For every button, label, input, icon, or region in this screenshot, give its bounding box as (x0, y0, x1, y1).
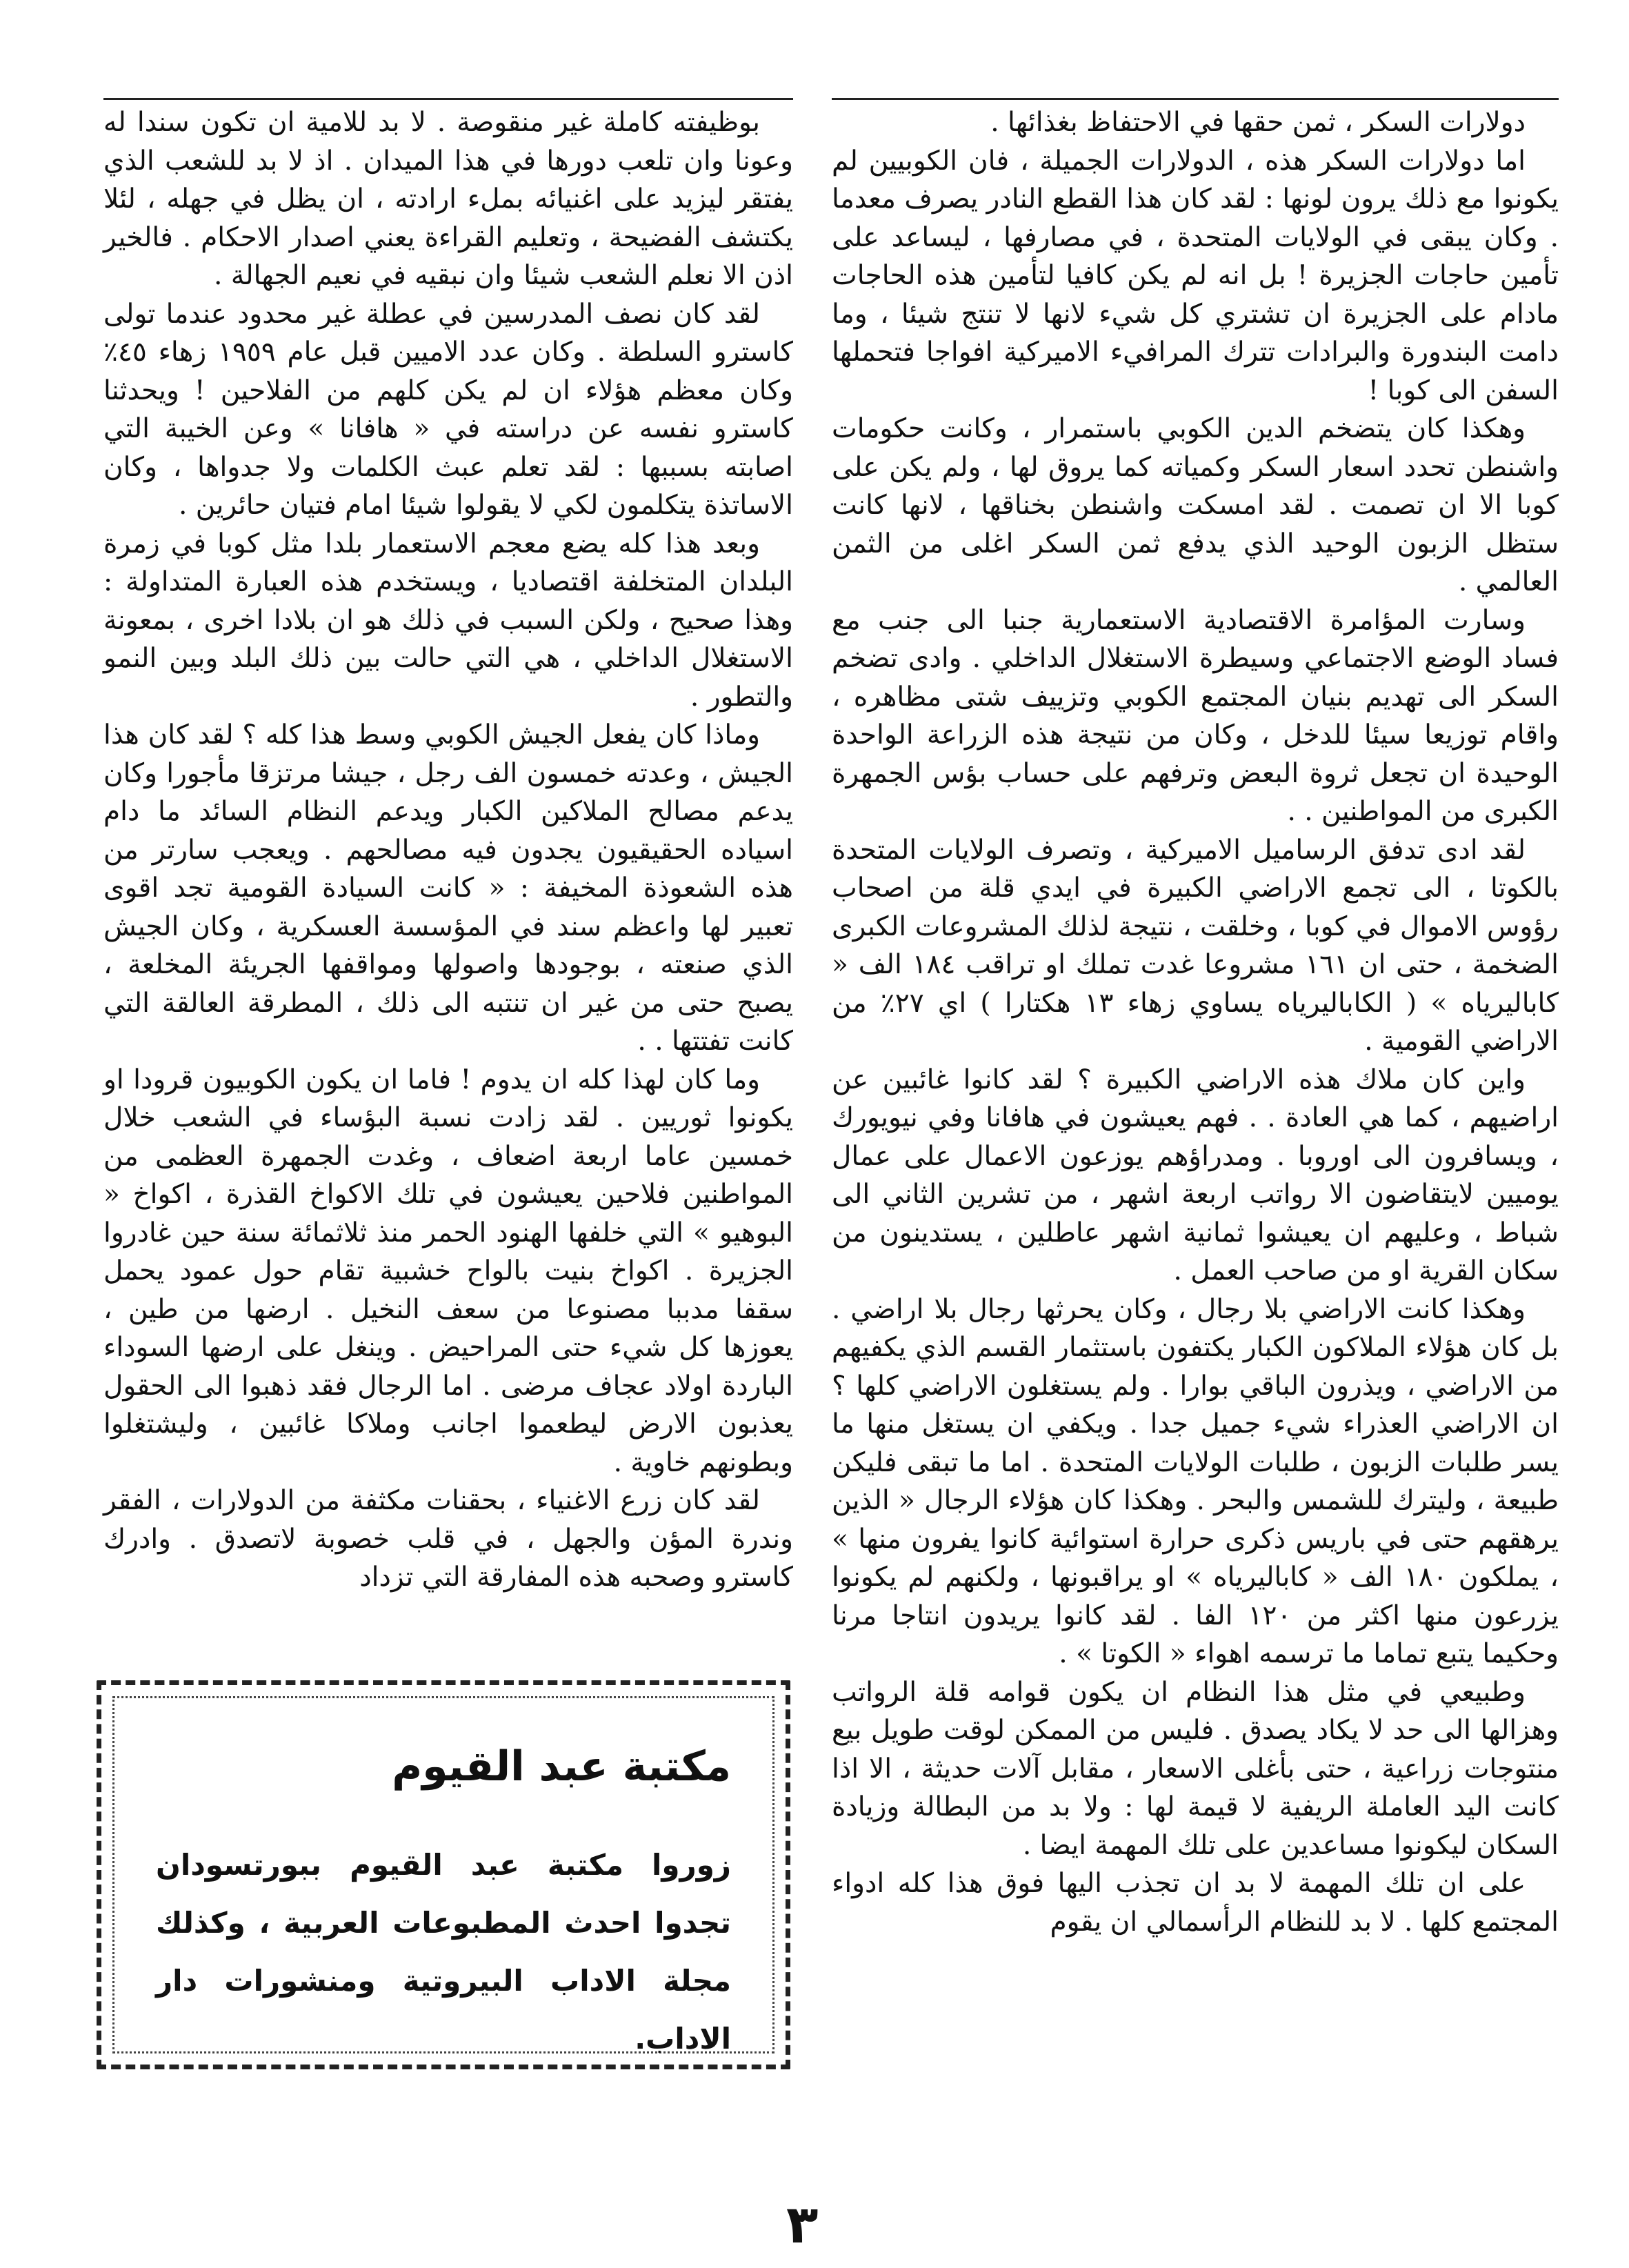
advertisement-title: مكتبة عبد القيوم (392, 1742, 731, 1791)
paragraph: لقد كان نصف المدرسين في عطلة غير محدود عندما تولى كاسترو السلطة . وكان عدد الاميين قبل عام ١٩٥٩ زهاء ٤٥٪ وكان معظم هؤلاء ان لم يكن كلهم من الفلاحين ! ويحدثنا كاسترو نفسه عن دراسته في « هافانا » وعن الخيبة التي اصابته بسببها : لقد تعلم عبث الكلمات ولا جدواها ، وكان الاساتذة يتكلمون لكي لا يقولوا شيئا امام فتيان حائرين . (103, 298, 793, 521)
left-text-column (103, 103, 793, 1597)
bookstore-advertisement (97, 1680, 790, 2069)
paragraph: دولارات السكر ، ثمن حقها في الاحتفاظ بغذائها . (990, 107, 1526, 138)
advertisement-body: زوروا مكتبة عبد القيوم ببورتسودان تجدوا احدث المطبوعات العربية ، وكذلك مجلة الاداب البيروتية ومنشورات دار الاداب. (156, 1848, 731, 2056)
paragraph: لقد ادى تدفق الرساميل الاميركية ، وتصرف الولايات المتحدة بالكوتا ، الى تجمع الاراضي الكبيرة في ايدي قلة من اصحاب رؤوس الاموال في كوبا ، وخلقت ، نتيجة لذلك المشروعات الكبرى الضخمة ، حتى ان ١٦١ مشروعا غدت تملك او تراقب ١٨٤ الف « كاباليرياه » ( الكاباليرياه يساوي زهاء ١٣ هكتارا ) اي ٢٧٪ من الاراضي القومية . (832, 834, 1559, 1057)
paragraph: وسارت المؤامرة الاقتصادية الاستعمارية جنبا الى جنب مع فساد الوضع الاجتماعي وسيطرة الاستغلال الداخلي . وادى تضخم السكر الى تهديم بنيان المجتمع الكوبي وتزييف شتى مظاهره ، واقام توزيعا سيئا للدخل ، وكان من نتيجة هذه الزراعة الواحدة الوحيدة ان تجعل ثروة البعض وترفهم على حساب بؤس الجمهرة الكبرى من المواطنين . . (832, 604, 1559, 827)
paragraph: وهكذا كانت الاراضي بلا رجال ، وكان يحرثها رجال بلا اراضي . بل كان هؤلاء الملاكون الكبار يكتفون باستثمار القسم الذي يكفيهم من الاراضي ، ويذرون الباقي بوارا . ولم يستغلون الاراضي كلها ؟ ان الاراضي العذراء شيء جميل جدا . ويكفي ان يستغل منها ما يسر طلبات الزبون ، طلبات الولايات المتحدة . اما ما تبقى فليكن طبيعة ، وليترك للشمس والبحر . وهكذا كان هؤلاء الرجال « الذين يرهقهم حتى في باريس ذكرى حرارة استوائية كانوا يفرون منها » ، يملكون ١٨٠ الف « كاباليرياه » او يراقبونها ، ولكنهم لم يكونوا يزرعون منها اكثر من ١٢٠ الفا . لقد كانوا يريدون انتاجا مرنا وحكيما يتبع تماما ما ترسمه اهواء « الكوتا » . (832, 1293, 1559, 1669)
paragraph: وما كان لهذا كله ان يدوم ! فاما ان يكون الكوبيون قرودا او يكونوا ثوريين . لقد زادت نسبة البؤساء في الشعب خلال خمسين عاما اربعة اضعاف ، وغدت الجمهرة العظمى من المواطنين فلاحين يعيشون في تلك الاكواخ القذرة ، اكواخ « البوهيو » التي خلفها الهنود الحمر منذ ثلاثمائة سنة حين غادروا الجزيرة . اكواخ بنيت بالواح خشبية تقام حول عمود يحمل سقفا مدببا مصنوعا من سعف النخيل . ارضها من طين ، يعوزها كل شيء حتى المراحيض . وينغل على ارضها السوداء الباردة اولاد عجاف مرضى . اما الرجال فقد ذهبوا الى الحقول يعذبون الارض ليطعموا اجانب وملاكا غائبين ، وليشتغلوا وبطونهم خاوية . (103, 1064, 793, 1478)
advertisement-inner-frame (112, 1696, 774, 2056)
paragraph: وطبيعي في مثل هذا النظام ان يكون قوامه قلة الرواتب وهزالها الى حد لا يكاد يصدق . فليس من الممكن لوقت طويل بيع منتوجات زراعية ، حتى بأغلى الاسعار ، مقابل آلات حديثة ، الا اذا كانت اليد العاملة الريفية لا قيمة لها : ولا بد من البطالة وزيادة السكان ليكونوا مساعدين على تلك المهمة ايضا . (832, 1676, 1559, 1861)
paragraph: وبعد هذا كله يضع معجم الاستعمار بلدا مثل كوبا في زمرة البلدان المتخلفة اقتصاديا ، ويستخدم هذه العبارة المتداولة : وهذا صحيح ، ولكن السبب في ذلك هو ان بلادا اخرى ، بمعونة الاستغلال الداخلي ، هي التي حالت بين ذلك البلد وبين النمو والتطور . (103, 528, 793, 713)
paragraph: واين كان ملاك هذه الاراضي الكبيرة ؟ لقد كانوا غائبين عن اراضيهم ، كما هي العادة . . فهم يعيشون في هافانا وفي نيويورك ، ويسافرون الى اوروبا . ومدراؤهم يوزعون الاعمال على عمال يوميين لايتقاضون الا رواتب اربعة اشهر ، من تشرين الثاني الى شباط ، وعليهم ان يعيشوا ثمانية اشهر عاطلين ، يستدينون من سكان القرية او من صاحب العمل . (832, 1064, 1559, 1286)
right-column-top-rule (832, 98, 1559, 100)
paragraph: على ان تلك المهمة لا بد ان تجذب اليها فوق هذا كله ادواء المجتمع كلها . لا بد للنظام الرأسمالي ان يقوم (832, 1868, 1559, 1938)
page-number: ٣ (786, 2194, 819, 2255)
right-text-column (832, 103, 1559, 1941)
paragraph: وهكذا كان يتضخم الدين الكوبي باستمرار ، وكانت حكومات واشنطن تحدد اسعار السكر وكمياته كما يروق لها ، ولم يكن على كوبا الا ان تصمت . لقد امسكت واشنطن بخناقها ، لانها كانت ستظل الزبون الوحيد الذي يدفع ثمن السكر اغلى من الثمن العالمي . (832, 413, 1559, 597)
paragraph: وماذا كان يفعل الجيش الكوبي وسط هذا كله ؟ لقد كان هذا الجيش ، وعدته خمسون الف رجل ، جيشا مرتزقا مأجورا وكان يدعم مصالح الملاكين الكبار ويدعم النظام السائد ما دام اسياده الحقيقيون يجدون فيه مصالحهم . ويعجب سارتر من هذه الشعوذة المخيفة : « كانت السيادة القومية تجد اقوى تعبير لها واعظم سند في المؤسسة العسكرية ، وكان الجيش الذي صنعته ، بوجودها واصولها ومواقفها الجريئة المخلعة ، يصبح حتى من غير ان تنتبه الى ذلك ، المطرقة العالقة التي كانت تفتتها . . (103, 719, 793, 1057)
paragraph: لقد كان زرع الاغنياء ، بحقنات مكثفة من الدولارات ، الفقر وندرة المؤن والجهل ، في قلب خصوبة لاتصدق . وادرك كاسترو وصحبه هذه المفارقة التي تزداد (103, 1485, 793, 1593)
left-column-top-rule (103, 98, 793, 100)
paragraph: اما دولارات السكر هذه ، الدولارات الجميلة ، فان الكوبيين لم يكونوا مع ذلك يرون لونها : لقد كان هذا القطع النادر يصرف معدما . وكان يبقى في الولايات المتحدة ، في مصارفها ، ليساعد على تأمين حاجات الجزيرة ! بل انه لم يكن كافيا لتأمين هذه الحاجات مادام على الجزيرة ان تشتري كل شيء لانها لا تنتج شيئا ، وما دامت البندورة والبرادات تترك المرافيء الاميركية افواجا فتحملها السفن الى كوبا ! (832, 145, 1559, 406)
paragraph: بوظيفته كاملة غير منقوصة . لا بد للامية ان تكون سندا له وعونا وان تلعب دورها في هذا الميدان . اذ لا بد للشعب الذي يفتقر ليزيد على اغنيائه بملء ارادته ، ان يظل في جهله ، لئلا يكتشف الفضيحة ، وتعليم القراءة يعني اصدار الاحكام . فالخير اذن الا نعلم الشعب شيئا وان نبقيه في نعيم الجهالة . (103, 107, 793, 291)
